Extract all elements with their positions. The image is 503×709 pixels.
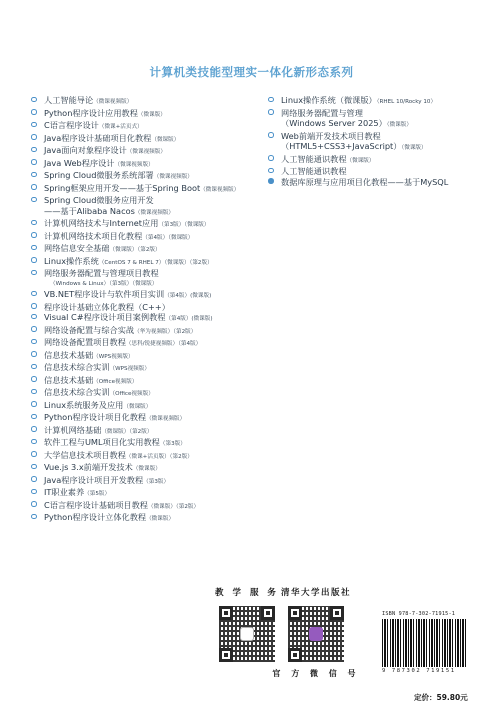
book-title: 软件工程与UML项目化实用教程 bbox=[44, 437, 160, 447]
book-title: 网络设备配置与综合实战 bbox=[44, 324, 135, 335]
book-edition-note: （微课版） bbox=[346, 157, 375, 164]
circle-bullet-icon bbox=[268, 109, 274, 115]
circle-bullet-icon bbox=[268, 178, 274, 184]
book-edition-note: （CentOS 7 & RHEL 7）（微课版）（第2版） bbox=[98, 259, 213, 266]
circle-bullet-icon bbox=[31, 270, 37, 276]
book-list-item bbox=[31, 475, 261, 488]
book-title: Visual C#程序设计项目案例教程 bbox=[44, 312, 166, 322]
circle-bullet-icon bbox=[31, 220, 37, 226]
book-title-continuation bbox=[281, 118, 493, 131]
book-list-item bbox=[31, 437, 261, 450]
book-subtitle: （HTML5+CSS3+JavaScript） bbox=[281, 141, 402, 151]
book-edition-note: （第5版） bbox=[84, 491, 111, 497]
book-edition-note: （微课+活页版）（第2版） bbox=[125, 453, 193, 460]
book-edition-note: （微课视频版） bbox=[93, 99, 133, 105]
book-title: 计算机网络基础 bbox=[44, 424, 102, 435]
book-title: 大学信息技术项目教程 bbox=[44, 449, 126, 460]
circle-bullet-icon bbox=[31, 197, 37, 203]
book-list-item bbox=[31, 183, 261, 196]
book-list-item bbox=[31, 350, 261, 363]
circle-bullet-icon bbox=[268, 168, 274, 174]
book-list-item bbox=[31, 487, 261, 500]
book-list-item bbox=[31, 412, 261, 425]
circle-bullet-icon bbox=[31, 291, 37, 297]
book-edition-note: （微课版）（第2版） bbox=[147, 503, 200, 510]
book-title: 人工智能通识教程 bbox=[281, 166, 347, 176]
left-book-list bbox=[31, 95, 261, 525]
book-list-item bbox=[31, 218, 261, 231]
book-edition-note: （微课版） bbox=[401, 145, 427, 151]
circle-bullet-icon bbox=[31, 303, 37, 309]
book-title: C语言程序设计基础项目教程 bbox=[44, 499, 148, 510]
book-list-item bbox=[268, 95, 493, 108]
book-list-item bbox=[31, 362, 261, 375]
book-title: 网络服务器配置与管理 bbox=[281, 107, 363, 118]
book-list-item bbox=[31, 195, 261, 218]
book-edition-note: （WPS视频版） bbox=[109, 366, 150, 372]
book-title: 信息技术基础 bbox=[44, 374, 94, 385]
book-title: 信息技术综合实训 bbox=[44, 362, 110, 372]
circle-bullet-icon bbox=[268, 97, 274, 103]
circle-bullet-icon bbox=[31, 489, 37, 495]
publisher-name: 清华大学出版社 bbox=[280, 588, 351, 598]
book-title: 计算机网络技术与Internet应用 bbox=[44, 218, 159, 228]
book-edition-note: （微课版） bbox=[132, 466, 161, 472]
book-title: Python程序设计立体化教程 bbox=[44, 512, 147, 522]
book-edition-note: （华为视频版）（第2版） bbox=[134, 328, 197, 335]
book-list-item bbox=[268, 154, 493, 167]
series-title: 计算机类技能型理实一体化新形态系列 bbox=[149, 65, 354, 79]
book-title: Linux操作系统（微课版） bbox=[281, 95, 377, 105]
book-edition-note: （微课视频版） bbox=[126, 149, 166, 155]
right-book-list bbox=[268, 95, 493, 187]
publisher-wechat-label: 官 方 微 信 号 bbox=[272, 669, 360, 678]
book-edition-note: （微课视频版） bbox=[146, 416, 186, 422]
book-list-item bbox=[268, 166, 493, 177]
circle-bullet-icon bbox=[31, 414, 37, 420]
circle-bullet-icon bbox=[31, 184, 37, 190]
book-title: Spring框架应用开发——基于Spring Boot bbox=[44, 182, 201, 193]
book-title: 程序设计基础立体化教程（C++） bbox=[44, 301, 170, 312]
book-list-item bbox=[31, 158, 261, 171]
book-subtitle: （Windows Server 2025） bbox=[281, 118, 387, 128]
publisher-wechat-block bbox=[266, 586, 366, 679]
circle-bullet-icon bbox=[31, 426, 37, 432]
book-list-item bbox=[31, 450, 261, 463]
book-list-item bbox=[268, 108, 493, 131]
circle-bullet-icon bbox=[31, 376, 37, 382]
book-title: 网络信息安全基础 bbox=[44, 243, 110, 253]
book-title: Python程序设计应用教程 bbox=[44, 107, 138, 118]
book-list-item bbox=[31, 170, 261, 183]
book-list-item bbox=[31, 120, 261, 133]
book-list-item bbox=[268, 177, 493, 188]
circle-bullet-icon bbox=[31, 501, 37, 507]
circle-bullet-icon bbox=[31, 476, 37, 482]
circle-bullet-icon bbox=[31, 109, 37, 115]
book-list-item bbox=[31, 387, 261, 400]
circle-bullet-icon bbox=[31, 339, 37, 345]
circle-bullet-icon bbox=[31, 514, 37, 520]
book-list-item bbox=[31, 375, 261, 388]
book-edition-note: （微课版）（第2版） bbox=[109, 247, 161, 253]
book-edition-note: （微课+活页式） bbox=[98, 124, 143, 130]
book-title: 信息技术基础 bbox=[44, 349, 94, 360]
book-edition-note: （微课版） bbox=[137, 111, 166, 118]
barcode bbox=[382, 619, 468, 667]
book-title: Java面向对象程序设计 bbox=[44, 145, 127, 155]
circle-bullet-icon bbox=[31, 401, 37, 407]
book-edition-note: （微课视频版） bbox=[114, 161, 154, 168]
book-subtitle: ——基于Alibaba Nacos bbox=[44, 205, 135, 216]
circle-bullet-icon bbox=[31, 439, 37, 445]
book-title: 计算机网络技术项目化教程 bbox=[44, 230, 143, 241]
book-list-item bbox=[31, 512, 261, 525]
book-list-item bbox=[31, 312, 261, 325]
price: 定价：59.80元 bbox=[414, 693, 468, 702]
teaching-service-label: 教 学 服 务 bbox=[215, 588, 279, 598]
book-edition-note: （WPS视频版） bbox=[93, 353, 134, 360]
circle-bullet-icon bbox=[31, 134, 37, 140]
circle-bullet-icon bbox=[31, 464, 37, 470]
circle-bullet-icon bbox=[268, 155, 274, 161]
circle-bullet-icon bbox=[31, 389, 37, 395]
circle-bullet-icon bbox=[31, 147, 37, 153]
book-edition-note: （第4版）(微课版) bbox=[165, 316, 213, 322]
book-title: 人工智能导论 bbox=[44, 95, 94, 105]
book-title: C语言程序设计 bbox=[44, 120, 99, 130]
book-title: Vue.js 3.x前端开发技术 bbox=[44, 462, 133, 472]
book-title: Spring Cloud微服务系统部署 bbox=[44, 170, 154, 180]
book-edition-note: （Windows & Linux）（第3版）（微课版） bbox=[50, 280, 158, 287]
book-title: Java程序设计项目开发教程 bbox=[44, 474, 144, 485]
circle-bullet-icon bbox=[31, 364, 37, 370]
book-edition-note: （Office视频版） bbox=[93, 378, 138, 385]
book-title: Java程序设计基础项目化教程 bbox=[44, 132, 152, 143]
book-title: Python程序设计项目化教程 bbox=[44, 412, 147, 422]
book-list-item bbox=[31, 425, 261, 438]
book-edition-note: （第3版） bbox=[159, 441, 186, 447]
isbn-text: ISBN 978-7-302-71915-1 bbox=[382, 611, 456, 617]
book-edition-note: （微课版） bbox=[151, 136, 180, 143]
book-edition-note: （第3版）（微课版） bbox=[158, 222, 210, 228]
book-list-item bbox=[31, 133, 261, 146]
book-list-item bbox=[31, 462, 261, 475]
book-title: Linux系统服务及应用 bbox=[44, 399, 124, 410]
book-title: IT职业素养 bbox=[44, 487, 85, 497]
circle-bullet-icon bbox=[31, 122, 37, 128]
book-list-item bbox=[31, 302, 261, 313]
book-title: 人工智能通识教程 bbox=[281, 153, 347, 164]
book-list-item bbox=[31, 325, 261, 338]
book-title: 网络服务器配置与管理项目教程 bbox=[44, 268, 159, 278]
publisher-wechat-qr-code[interactable] bbox=[288, 606, 344, 662]
barcode-digits: 9 787302 719151 bbox=[382, 668, 456, 674]
book-title: Linux操作系统 bbox=[44, 255, 99, 266]
book-edition-note: （第4版）(微课版) bbox=[164, 293, 212, 299]
book-list-item bbox=[31, 243, 261, 256]
book-title: 数据库原理与应用项目化教程——基于MySQL bbox=[281, 176, 449, 187]
book-edition-note: （微课视频版） bbox=[153, 174, 193, 180]
book-list-item bbox=[31, 500, 261, 513]
circle-bullet-icon bbox=[31, 232, 37, 238]
book-edition-note: （微课版）（第2版） bbox=[101, 428, 153, 435]
circle-bullet-icon bbox=[31, 159, 37, 165]
book-edition-note: （微课版） bbox=[123, 403, 152, 410]
book-edition-note: （微课版） bbox=[146, 516, 175, 522]
book-list-item bbox=[31, 108, 261, 121]
circle-bullet-icon bbox=[268, 132, 274, 138]
book-title-continuation bbox=[281, 141, 493, 154]
book-edition-note: （RHEL 10/Rocky 10） bbox=[376, 99, 437, 105]
circle-bullet-icon bbox=[31, 97, 37, 103]
book-edition-note: （Office视频版） bbox=[109, 391, 154, 397]
book-title: Web前端开发技术项目教程 bbox=[281, 130, 381, 141]
book-edition-note: （微课版） bbox=[386, 122, 412, 128]
circle-bullet-icon bbox=[31, 314, 37, 320]
book-title: 网络设备配置项目教程 bbox=[44, 337, 126, 347]
book-list-item bbox=[31, 289, 261, 302]
book-list-item bbox=[31, 256, 261, 269]
book-title: VB.NET程序设计与软件项目实训 bbox=[44, 289, 165, 299]
circle-bullet-icon bbox=[31, 326, 37, 332]
isbn-barcode-block bbox=[382, 611, 482, 674]
book-title: Spring Cloud微服务应用开发 bbox=[44, 195, 154, 205]
circle-bullet-icon bbox=[31, 245, 37, 251]
book-list-item bbox=[31, 231, 261, 244]
book-edition-note: （微课视频版） bbox=[200, 186, 240, 193]
book-list-item bbox=[268, 131, 493, 154]
book-list-item bbox=[31, 145, 261, 158]
book-list-item bbox=[31, 268, 261, 289]
book-edition-note: （第4版）（微课版） bbox=[142, 234, 194, 241]
book-list-item bbox=[31, 400, 261, 413]
book-edition-note: （思科/锐捷视频版）（第4版） bbox=[125, 341, 202, 347]
book-list-item bbox=[31, 337, 261, 350]
circle-bullet-icon bbox=[31, 172, 37, 178]
book-edition-note: （第3版） bbox=[143, 478, 170, 485]
book-title: 信息技术综合实训 bbox=[44, 387, 110, 397]
book-title-continuation bbox=[44, 206, 261, 219]
book-edition-note: （微课视频版） bbox=[134, 209, 175, 216]
circle-bullet-icon bbox=[31, 451, 37, 457]
circle-bullet-icon bbox=[31, 257, 37, 263]
book-title: Java Web程序设计 bbox=[44, 157, 115, 168]
book-list-item bbox=[31, 95, 261, 108]
circle-bullet-icon bbox=[31, 351, 37, 357]
